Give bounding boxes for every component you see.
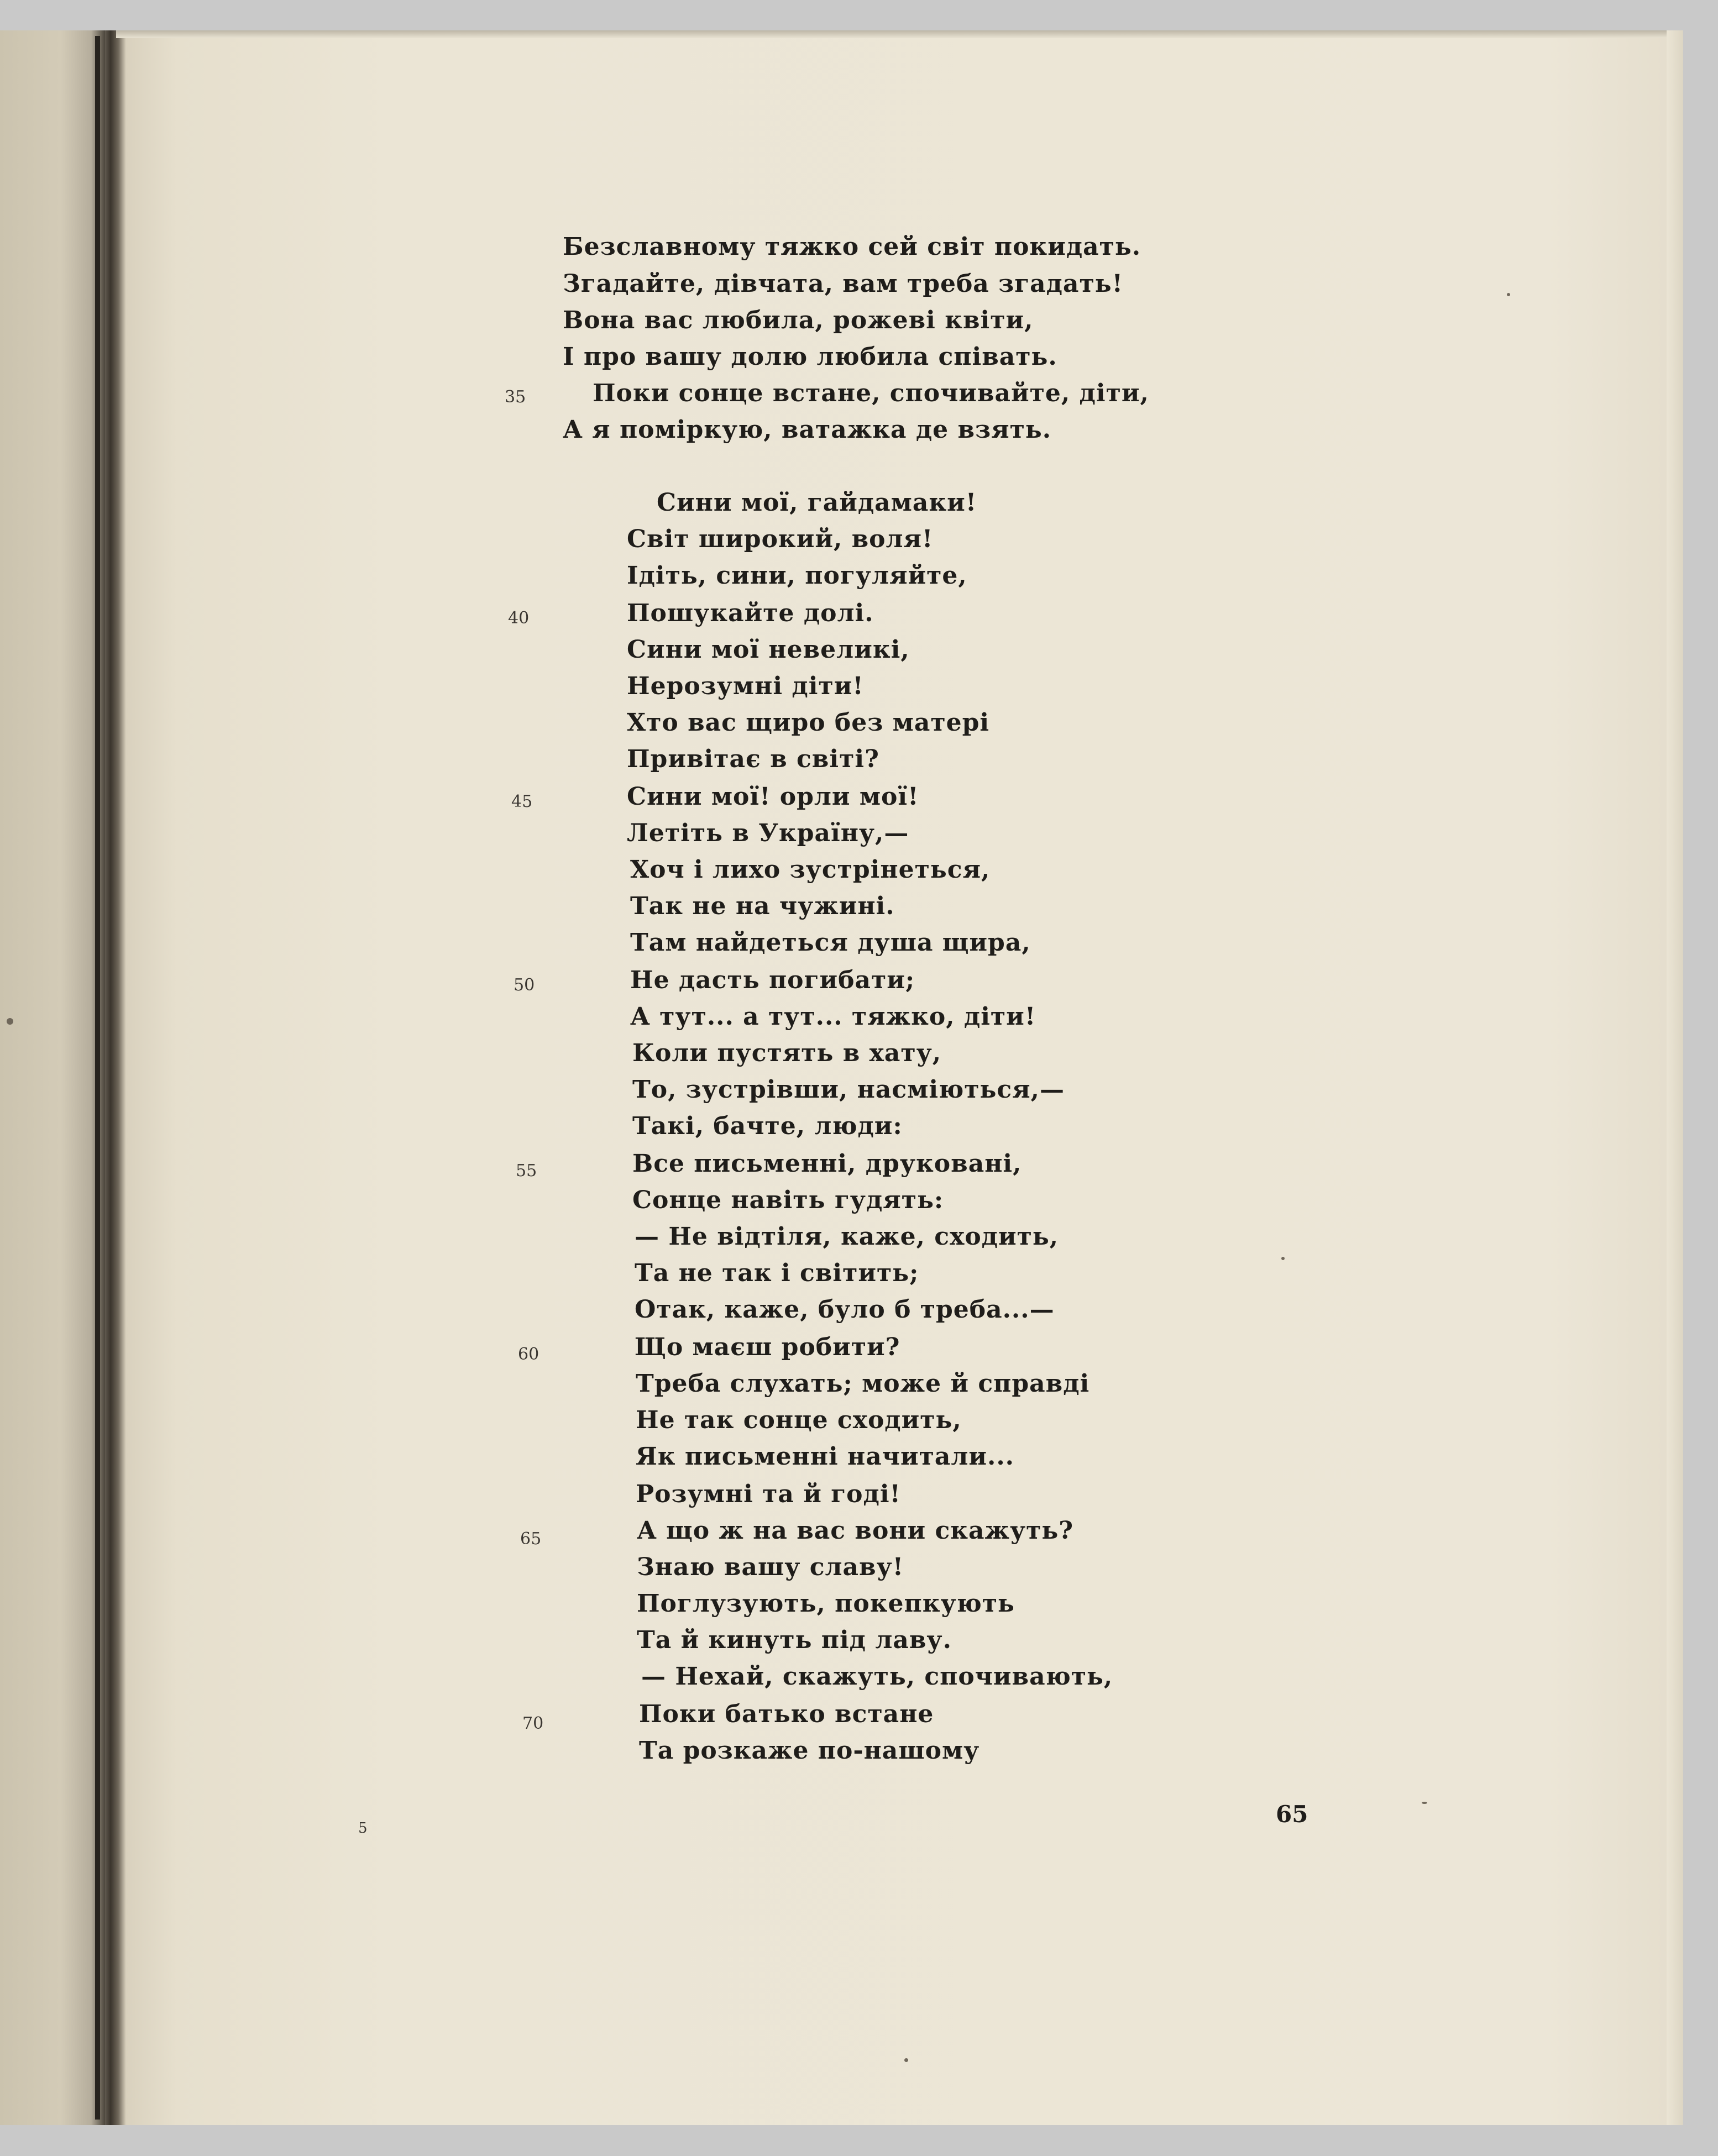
verse-line: Вона вас любила, рожеві квіти, xyxy=(563,306,1034,334)
verse-line: Що маєш робити? xyxy=(635,1333,900,1361)
verse-line: Хоч і лихо зустрінеться, xyxy=(630,856,991,884)
verse-line: Як письменні начитали... xyxy=(636,1442,1014,1471)
verse-line: Отак, каже, було б треба...— xyxy=(635,1295,1055,1324)
verse-line: Нерозумні діти! xyxy=(627,672,864,700)
verse-line: Поглузують, покепкують xyxy=(637,1590,1015,1618)
page-number: 65 xyxy=(1276,1801,1308,1828)
left-page-edge xyxy=(0,30,105,2125)
verse-line: А тут... а тут... тяжко, діти! xyxy=(630,1003,1036,1031)
signature-mark: 5 xyxy=(358,1820,368,1837)
verse-line: Сонце навіть гудять: xyxy=(632,1186,944,1214)
verse-line: Не так сонце сходить, xyxy=(636,1406,962,1434)
verse-line: Безславному тяжко сей світ покидать. xyxy=(563,233,1141,261)
line-number: 55 xyxy=(516,1161,537,1181)
verse-line: То, зустрівши, насміються,— xyxy=(632,1076,1065,1104)
verse-line: Там найдеться душа щира, xyxy=(630,929,1031,957)
verse-line: Такі, бачте, люди: xyxy=(632,1112,903,1140)
verse-line: І про вашу долю любила співать. xyxy=(563,343,1057,371)
verse-line: Привітає в світі? xyxy=(627,745,879,773)
paper-speck xyxy=(904,2058,908,2062)
verse-line: Коли пустять в хату, xyxy=(632,1039,942,1067)
verse-line: Летіть в Україну,— xyxy=(627,819,909,847)
verse-line: — Нехай, скажуть, спочивають, xyxy=(641,1662,1113,1691)
paper-speck xyxy=(1507,293,1510,296)
verse-line: Хто вас щиро без матері xyxy=(627,709,990,737)
verse-line: А що ж на вас вони скажуть? xyxy=(637,1517,1074,1545)
verse-line: Так не на чужині. xyxy=(630,892,895,920)
line-number: 35 xyxy=(505,387,526,407)
paper-speck xyxy=(1422,1802,1427,1804)
verse-line: Сини мої невеликі, xyxy=(627,636,910,664)
line-number: 40 xyxy=(508,608,530,628)
verse-line: Сини мої, гайдамаки! xyxy=(657,489,977,517)
line-number: 65 xyxy=(520,1529,542,1549)
verse-line: Знаю вашу славу! xyxy=(637,1553,904,1581)
line-number: 60 xyxy=(518,1345,540,1364)
page-right-edge xyxy=(1667,30,1683,2125)
verse-line: Треба слухать; може й справді xyxy=(636,1370,1090,1398)
verse-line: Пошукайте долі. xyxy=(627,599,874,627)
line-number: 70 xyxy=(522,1714,544,1733)
verse-line: Поки батько встане xyxy=(639,1700,934,1728)
line-number: 45 xyxy=(511,792,533,811)
book-gutter xyxy=(95,36,100,2120)
verse-line: Поки сонце встане, спочивайте, діти, xyxy=(593,379,1149,407)
page-top-edge xyxy=(116,30,1683,38)
verse-line: — Не відтіля, каже, сходить, xyxy=(635,1223,1059,1251)
paper-speck xyxy=(7,1018,13,1025)
paper-speck xyxy=(1281,1257,1285,1260)
verse-line: Згадайте, дівчата, вам треба згадать! xyxy=(563,270,1123,298)
verse-line: Розумні та й годі! xyxy=(636,1480,901,1508)
verse-line: Та розкаже по-нашому xyxy=(639,1737,980,1765)
verse-line: Ідіть, сини, погуляйте, xyxy=(627,562,967,590)
verse-line: Світ широкий, воля! xyxy=(627,525,934,553)
verse-line: Та не так і світить; xyxy=(635,1259,919,1287)
verse-line: Сини мої! орли мої! xyxy=(627,783,919,811)
verse-line: Не дасть погибати; xyxy=(630,966,915,994)
verse-line: Все письменні, друковані, xyxy=(632,1150,1022,1178)
verse-line: Та й кинуть під лаву. xyxy=(637,1626,952,1654)
line-number: 50 xyxy=(514,975,535,995)
verse-line: А я поміркую, ватажка де взять. xyxy=(563,416,1052,444)
